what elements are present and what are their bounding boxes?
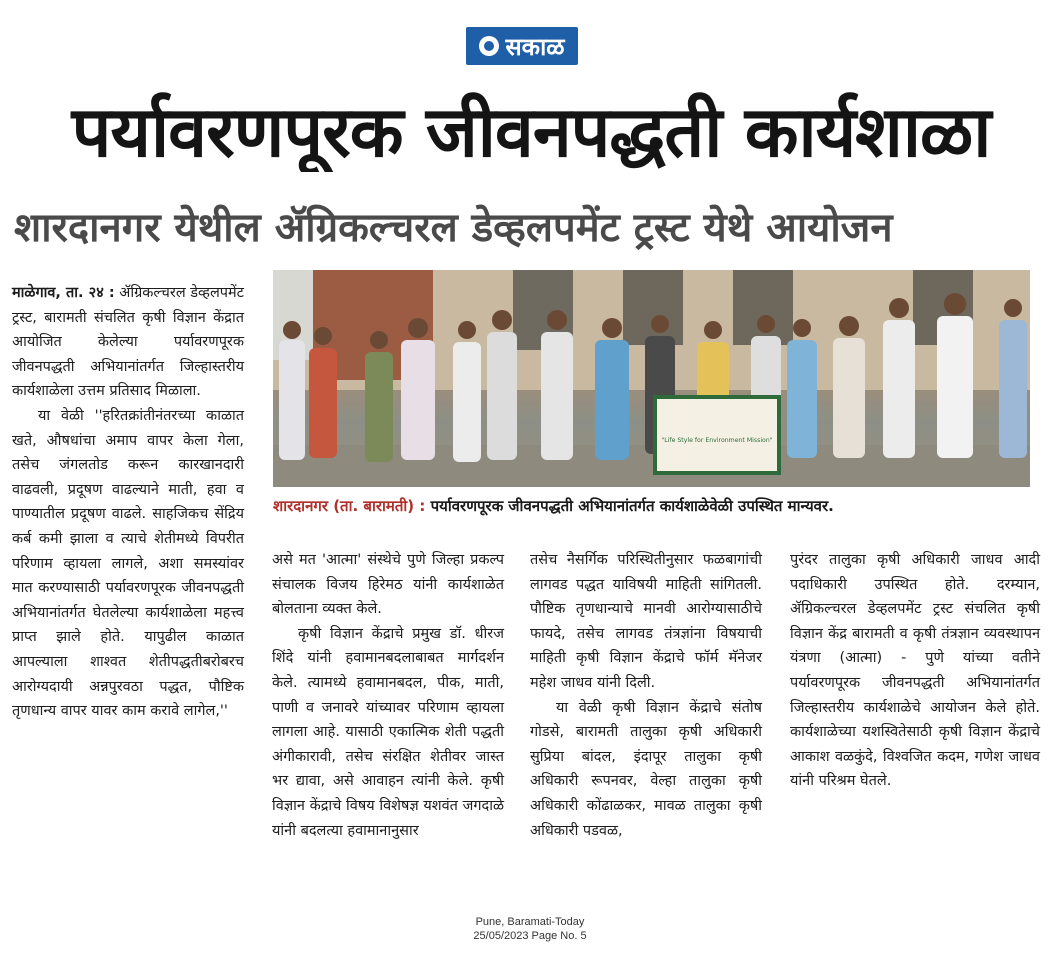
article-paragraph: या वेळी कृषी विज्ञान केंद्राचे संतोष गोडसे, बारामती तालुका कृषी अधिकारी सुप्रिया बांदल, इंदापूर तालुका कृषी अधिकारी रूपनवर, वेल्हा तालुका कृषी अधिकारी कोंढाळकर, मावळ तालुका कृषी अधिकारी पडवळ, bbox=[530, 699, 762, 839]
article-paragraph: कृषी विज्ञान केंद्राचे प्रमुख डॉ. धीरज शिंदे यांनी हवामानबदलाबाबत मार्गदर्शन केले. त्यामध्ये हवामानबदल, पीक, माती, पाणी व जनावरे यांच्यावर परिणाम व्हायला लागला आहे. यासाठी एकात्मिक शेती पद्धती अंगीकारावी, तसेच संरक्षित शेतीवर जास्त भर द्यावा, असे आवाहन त्यांनी केले. कृषी विज्ञान केंद्राचे विषय विशेषज्ञ यशवंत जगदाळे यांनी बदलत्या हवामानानुसार bbox=[272, 625, 504, 839]
photo-caption bbox=[273, 493, 1030, 519]
page-footer bbox=[400, 915, 660, 943]
masthead-logo bbox=[466, 27, 578, 65]
masthead-name: सकाळ bbox=[505, 32, 565, 61]
group-photo-illustration bbox=[273, 270, 1030, 487]
article-paragraph: तसेच नैसर्गिक परिस्थितीनुसार फळबागांची लागवड पद्धत याविषयी माहिती सांगितली. पौष्टिक तृणधान्याचे मानवी आरोग्यासाठीचे फायदे, तसेच लागवड तंत्रज्ञांना विषयाची माहिती कृषी विज्ञान केंद्राचे फॉर्म मॅनेजर महेश जाधव यांनी दिली. bbox=[530, 552, 762, 691]
headline: पर्यावरणपूरक जीवनपद्धती कार्यशाळा bbox=[71, 92, 991, 172]
article-column-3 bbox=[530, 548, 762, 843]
article-column-2 bbox=[272, 548, 504, 843]
article-column-1 bbox=[12, 281, 244, 724]
article-column-4 bbox=[790, 548, 1040, 794]
article-paragraph bbox=[12, 281, 244, 404]
news-photo bbox=[273, 270, 1030, 487]
subheadline: शारदानगर येथील ॲग्रिकल्चरल डेव्हलपमेंट ट्रस्ट येथे आयोजन bbox=[14, 205, 893, 251]
footer-edition: Pune, Baramati-Today bbox=[475, 916, 585, 928]
article-paragraph: या वेळी ''हरितक्रांतीनंतरच्या काळात खते, औषधांचा अमाप वापर केला गेला, तसेच जंगलतोड करून कारखानदारी वाढवली, प्रदूषण वाढल्याने माती, हवा व पाण्यातील प्रदूषण वाढले. साहजिकच सेंद्रिय कर्ब कमी झाला व त्याचे शेतीमध्ये विपरीत परिणाम व्हायला लागले, अशा समस्यांवर मात करण्यासाठी पर्यावरणपूरक जीवनपद्धती अभियानांतर्गत घेतलेल्या कार्यशाळेला महत्त्व प्राप्त झाले होते. यापुढील काळात आपल्याला शाश्वत शेतीपद्धतीबरोबरच आरोग्यदायी अन्नपुरवठा पद्धत, पौष्टिक तृणधान्य वापर यावर काम करावे लागेल,'' bbox=[12, 407, 244, 720]
caption-place: शारदानगर (ता. बारामती) : bbox=[273, 497, 426, 515]
sakal-logo-icon bbox=[479, 36, 499, 56]
photo-banner-text: "Life Style for Environment Mission" bbox=[661, 437, 773, 444]
caption-text: पर्यावरणपूरक जीवनपद्धती अभियानांतर्गत कार्यशाळेवेळी उपस्थित मान्यवर. bbox=[430, 497, 834, 515]
paragraph-text: ॲग्रिकल्चरल डेव्हलपमेंट ट्रस्ट, बारामती संचलित कृषी विज्ञान केंद्रात आयोजित केलेल्या पर्यावरणपूरक जीवनपद्धती अभियानांतर्गत जिल्हास्तरीय कार्यशाळेला उत्तम प्रतिसाद मिळाला. bbox=[12, 285, 244, 400]
article-paragraph: पुरंदर तालुका कृषी अधिकारी जाधव आदी पदाधिकारी उपस्थित होते. दरम्यान, ॲग्रिकल्चरल डेव्हलपमेंट ट्रस्ट संचलित कृषी विज्ञान केंद्र बारामती व कृषी तंत्रज्ञान व्यवस्थापन यंत्रणा (आत्मा) - पुणे यांच्या वतीने पर्यावरणपूरक जीवनपद्धती अभियानांतर्गत जिल्हास्तरीय कार्यशाळेचे आयोजन केले होते. कार्यशाळेच्या यशस्वितेसाठी कृषी विज्ञान केंद्राचे आकाश वळकुंदे, विश्वजित कदम, गणेश जाधव यांनी परिश्रम घेतले. bbox=[790, 552, 1040, 790]
article-paragraph: असे मत 'आत्मा' संस्थेचे पुणे जिल्हा प्रकल्प संचालक विजय हिरेमठ यांनी कार्यशाळेत बोलताना व्यक्त केले. bbox=[272, 552, 504, 618]
dateline: माळेगाव, ता. २४ : bbox=[12, 285, 115, 301]
footer-date-page: 25/05/2023 Page No. 5 bbox=[473, 930, 587, 942]
